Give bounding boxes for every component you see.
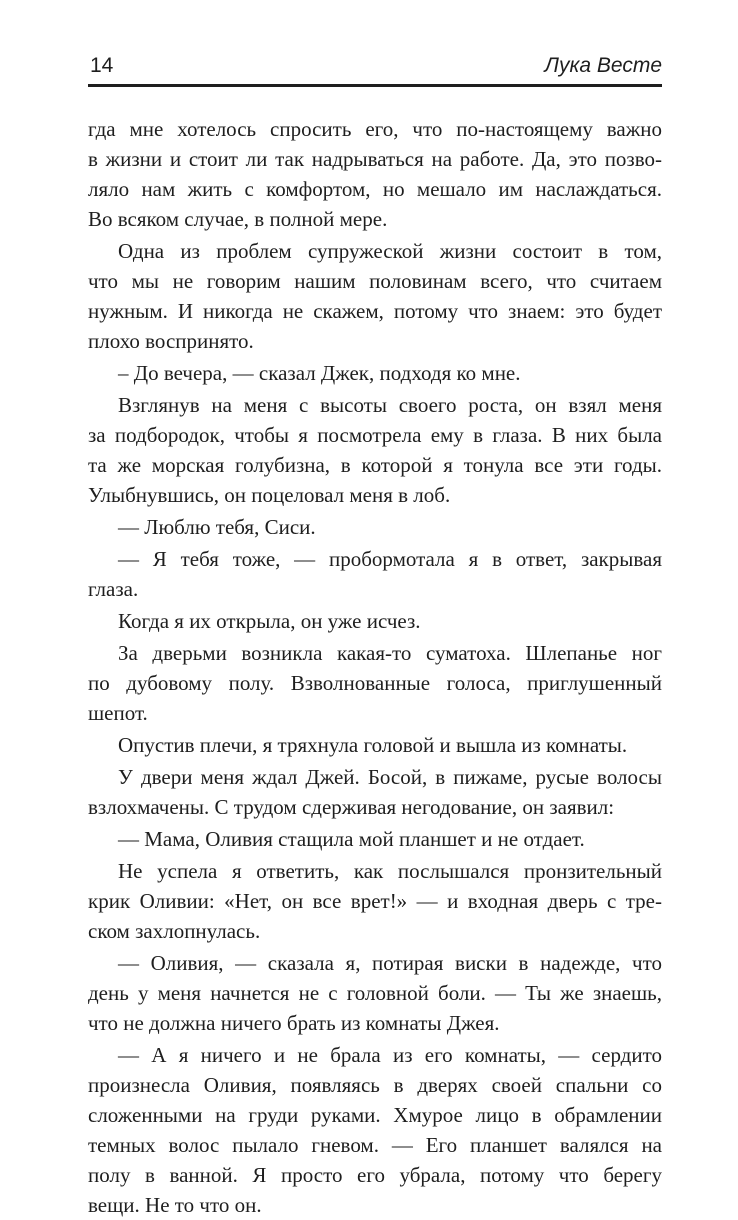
running-title: Лука Весте: [544, 54, 662, 77]
text-line: Когда я их открыла, он уже исчез.: [118, 609, 421, 633]
text-line: взлохмачены. С трудом сдерживая негодование, он заявил:: [88, 795, 615, 819]
paragraph: [88, 730, 662, 760]
paragraph: [88, 512, 662, 542]
page-number: 14: [90, 54, 114, 77]
header-rule: [88, 84, 662, 87]
text-line: глаза.: [88, 577, 139, 601]
text-line: — А я ничего и не брала из его комнаты, — сердито: [118, 1043, 662, 1067]
text-line: та же морская голубизна, в которой я тонула все эти годы.: [88, 453, 662, 477]
text-line: в жизни и стоит ли так надрываться на работе. Да, это позво-: [88, 147, 662, 171]
paragraph: [88, 948, 662, 1038]
text-line: нужным. И никогда не скажем, потому что знаем: это будет: [88, 299, 662, 323]
text-line: вещи. Не то что он.: [88, 1193, 262, 1217]
text-line: — Я тебя тоже, — пробормотала я в ответ, закрывая: [118, 547, 662, 571]
text-line: ляло нам жить с комфортом, но мешало им наслаждаться.: [88, 177, 662, 201]
text-line: полу в ванной. Я просто его убрала, потому что берегу: [88, 1163, 662, 1187]
text-line: Во всяком случае, в полной мере.: [88, 207, 388, 231]
text-line: по дубовому полу. Взволнованные голоса, приглушенный: [88, 671, 662, 695]
text-line: темных волос пылало гневом. — Его планшет валялся на: [88, 1133, 662, 1157]
body-text: [88, 114, 662, 1220]
text-line: У двери меня ждал Джей. Босой, в пижаме, русые волосы: [118, 765, 662, 789]
text-line: произнесла Оливия, появляясь в дверях своей спальни со: [88, 1073, 662, 1097]
text-line: день у меня начнется не с головной боли. — Ты же знаешь,: [88, 981, 662, 1005]
paragraph: [88, 856, 662, 946]
text-line: шепот.: [88, 701, 148, 725]
paragraph: [88, 606, 662, 636]
paragraph: [88, 1040, 662, 1220]
text-line: за подбородок, чтобы я посмотрела ему в глаза. В них была: [88, 423, 662, 447]
text-line: Одна из проблем супружеской жизни состоит в том,: [118, 239, 662, 263]
text-line: — Люблю тебя, Сиси.: [118, 515, 316, 539]
paragraph: [88, 358, 662, 388]
text-line: ском захлопнулась.: [88, 919, 261, 943]
paragraph: [88, 762, 662, 822]
paragraph: [88, 236, 662, 356]
text-line: что не должна ничего брать из комнаты Джея.: [88, 1011, 500, 1035]
text-line: крик Оливии: «Нет, он все врет!» — и входная дверь с тре-: [88, 889, 662, 913]
text-line: Улыбнувшись, он поцеловал меня в лоб.: [88, 483, 451, 507]
text-line: — Оливия, — сказала я, потирая виски в надежде, что: [118, 951, 662, 975]
text-line: За дверьми возникла какая-то суматоха. Шлепанье ног: [118, 641, 662, 665]
paragraph: [88, 824, 662, 854]
paragraph: [88, 390, 662, 510]
paragraph: [88, 544, 662, 604]
paragraph: [88, 638, 662, 728]
text-line: плохо воспринято.: [88, 329, 254, 353]
text-line: Взглянув на меня с высоты своего роста, он взял меня: [118, 393, 662, 417]
paragraph: [88, 114, 662, 234]
text-line: — Мама, Оливия стащила мой планшет и не отдает.: [118, 827, 585, 851]
text-line: что мы не говорим нашим половинам всего, что считаем: [88, 269, 662, 293]
text-line: гда мне хотелось спросить его, что по-настоящему важно: [88, 117, 662, 141]
text-line: Не успела я ответить, как послышался пронзительный: [118, 859, 662, 883]
text-line: Опустив плечи, я тряхнула головой и вышла из комнаты.: [118, 733, 628, 757]
running-head: [88, 52, 662, 82]
text-line: сложенными на груди руками. Хмурое лицо в обрамлении: [88, 1103, 662, 1127]
text-line: – До вечера, — сказал Джек, подходя ко мне.: [118, 361, 521, 385]
